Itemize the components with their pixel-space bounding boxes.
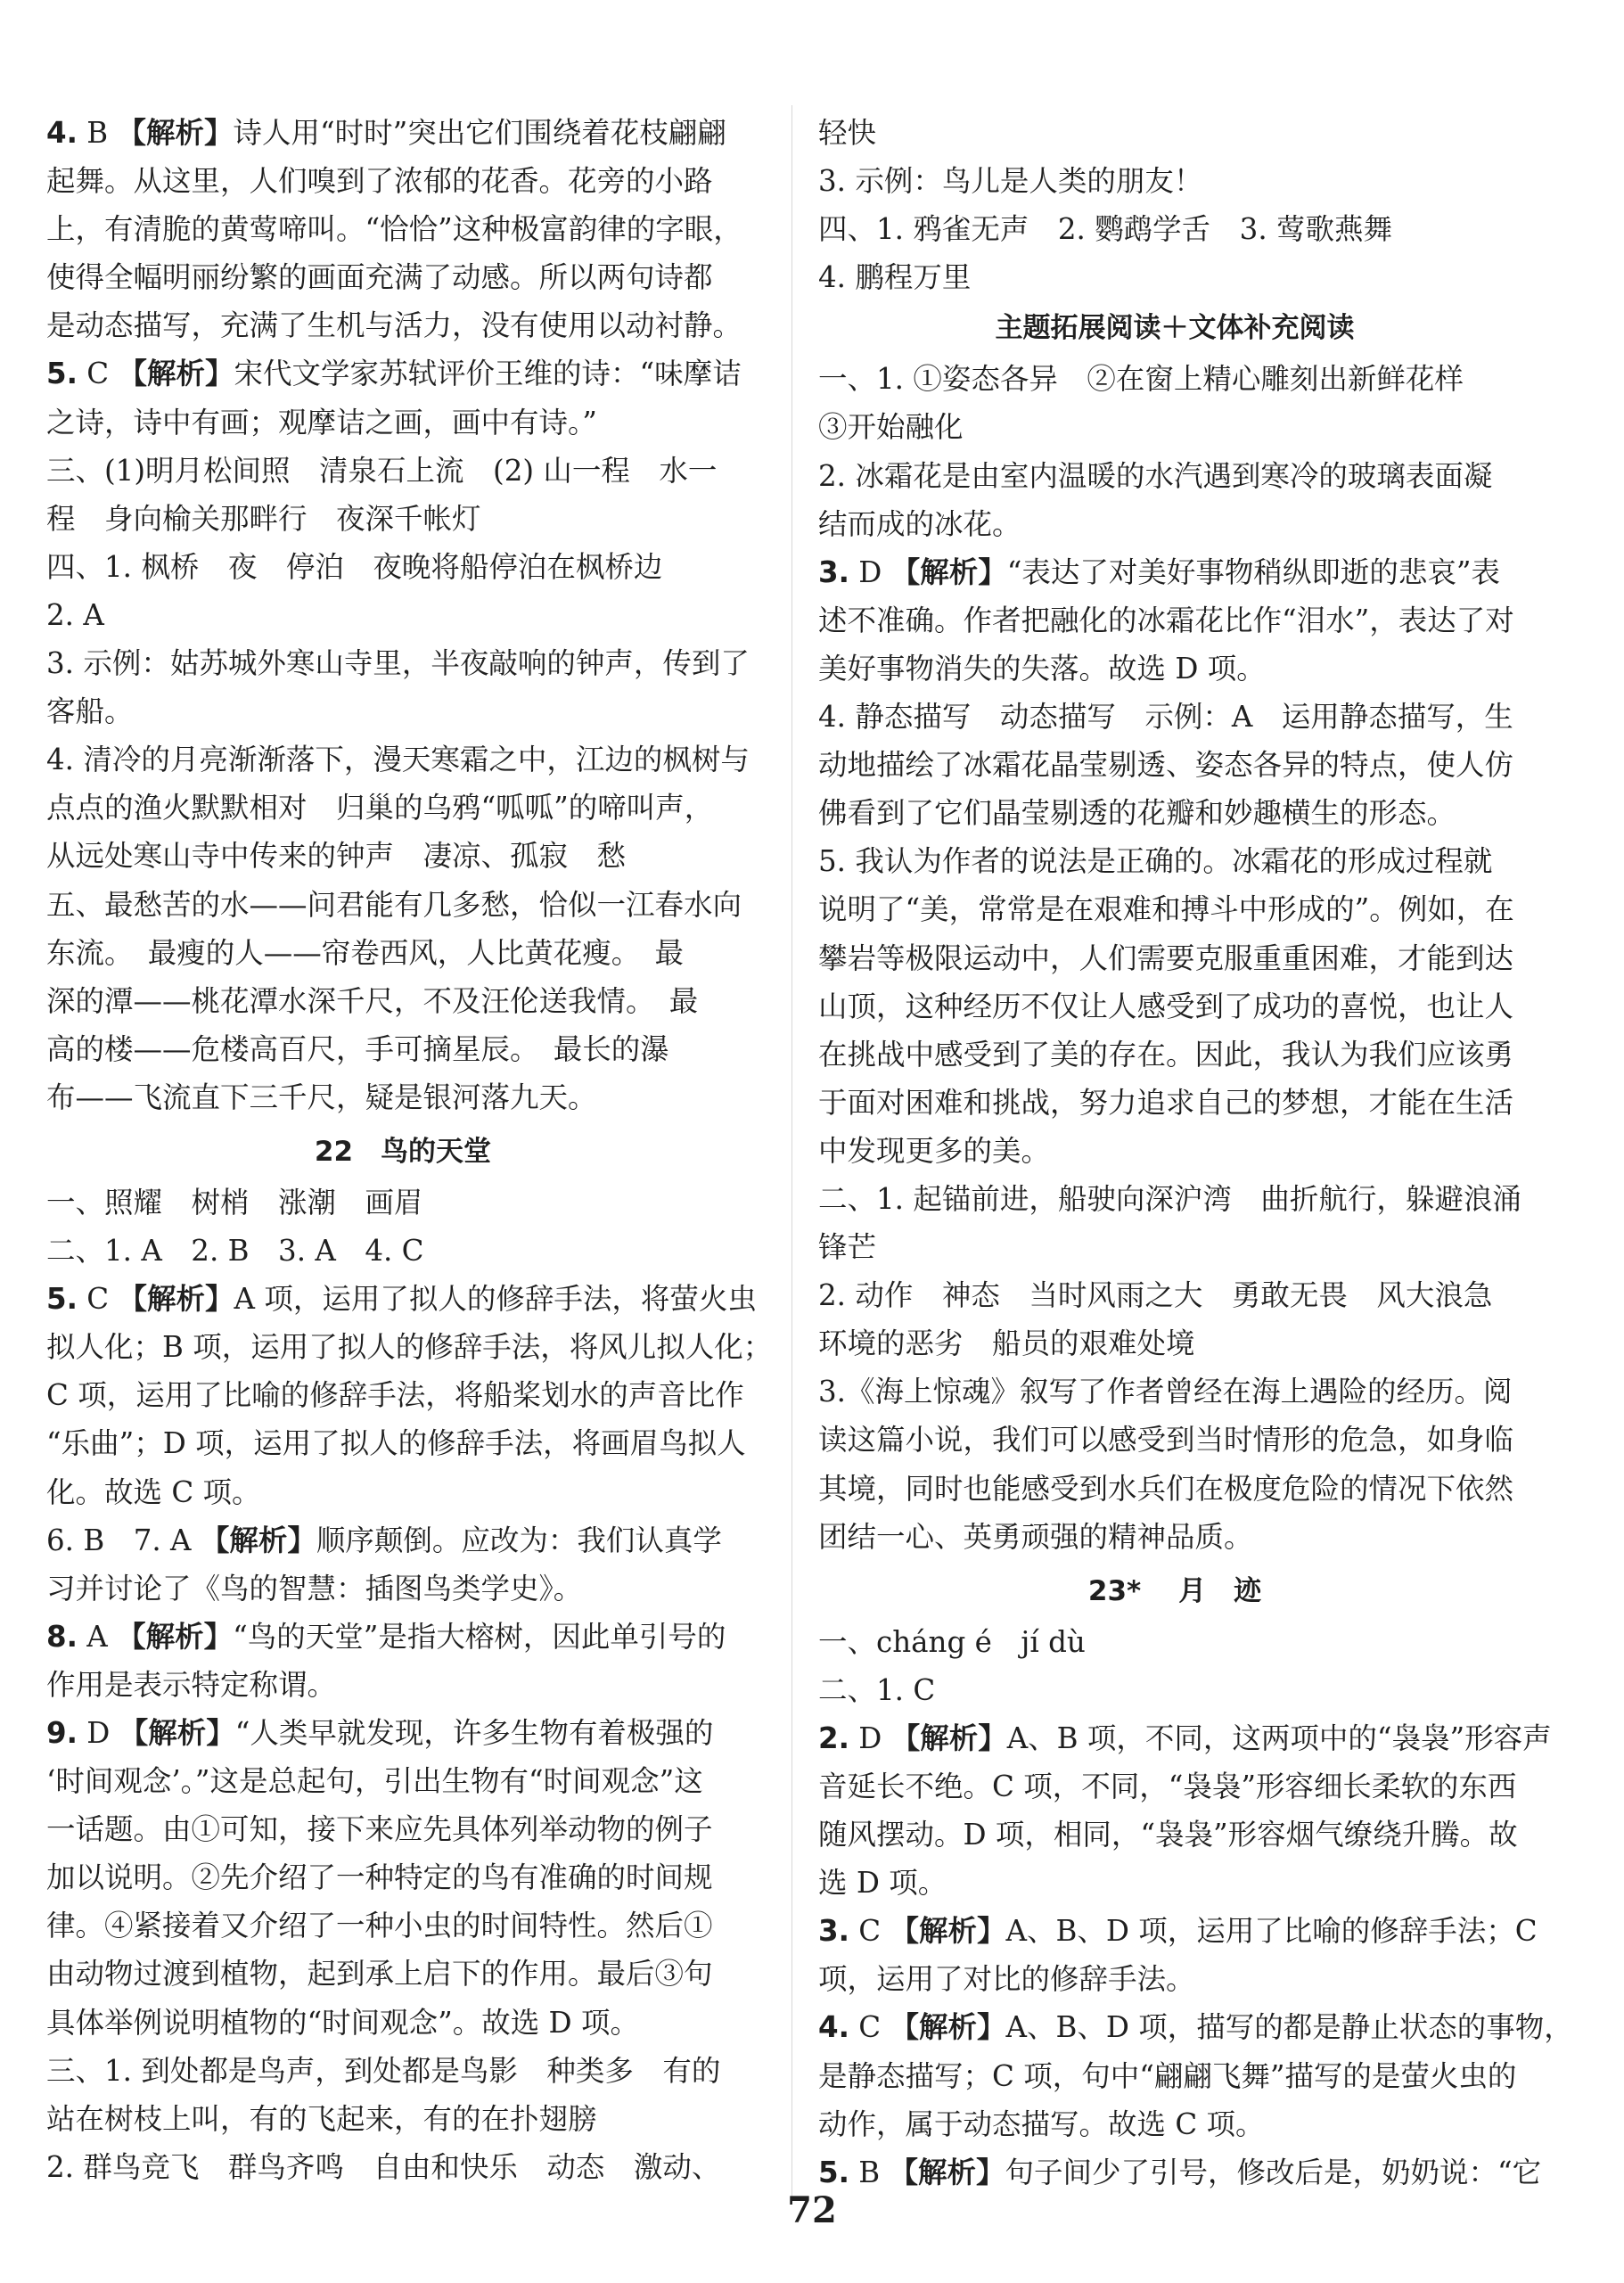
answer-line: 于面对困难和挑战，努力追求自己的梦想，才能在生活	[818, 1085, 1514, 1120]
answer-line: 程 身向榆关那畔行 夜深千帐灯	[46, 501, 481, 536]
answer-line: ‘时间观念’。”这是总起句，引出生物有“时间观念”这	[46, 1764, 703, 1799]
analysis-tag: 【解析】	[117, 1619, 234, 1654]
answer-line: ③开始融化	[818, 410, 964, 445]
answer-line: 三、1. 到处都是鸟声，到处都是鸟影 种类多 有的	[46, 2053, 721, 2088]
answer-line: 锋芒	[818, 1230, 877, 1265]
answer-line: 站在树枝上叫，有的飞起来，有的在扑翅膀	[46, 2101, 597, 2136]
answer-line: 加以说明。②先介绍了一种特定的鸟有准确的时间规	[46, 1860, 713, 1895]
answer-line: 2. 冰霜花是由室内温暖的水汽遇到寒冷的玻璃表面凝	[818, 458, 1493, 493]
answer-line: 一、1. ①姿态各异 ②在窗上精心雕刻出新鲜花样	[818, 362, 1464, 397]
answer-line: 4. 静态描写 动态描写 示例：A 运用静态描写，生	[818, 700, 1513, 735]
answer-line: 2. D 【解析】A、B 项，不同，这两项中的“袅袅”形容声	[818, 1720, 1552, 1755]
answer-line: 述不准确。作者把融化的冰霜花比作“泪水”，表达了对	[818, 603, 1514, 637]
answer-line: 客船。	[46, 694, 134, 729]
answer-line: 4. C 【解析】A、B、D 项，描写的都是静止状态的事物，	[818, 2010, 1573, 2045]
answer-line: 是静态描写；C 项，句中“翩翩飞舞”描写的是萤火虫的	[818, 2058, 1517, 2093]
column-divider	[791, 105, 792, 2200]
analysis-tag: 【解析】	[200, 1523, 316, 1557]
analysis-tag: 【解析】	[117, 116, 234, 150]
answer-line: 一话题。由①可知，接下来应先具体列举动物的例子	[46, 1812, 713, 1847]
answer-line: 是动态描写，充满了生机与活力，没有使用以动衬静。	[46, 308, 742, 343]
answer-line: 三、(1)明月松间照 清泉石上流 (2) 山一程 水一	[46, 453, 718, 488]
left-column	[46, 109, 773, 2191]
answer-line: 二、1. C	[818, 1672, 936, 1707]
answer-line: 山顶，这种经历不仅让人感受到了成功的喜悦，也让人	[818, 989, 1514, 1023]
answer-line: “乐曲”；D 项，运用了拟人的修辞手法，将画眉鸟拟人	[46, 1426, 746, 1461]
answer-line: 3. C 【解析】A、B、D 项，运用了比喻的修辞手法；C	[818, 1914, 1538, 1949]
extension-reading-title: 主题拓展阅读＋文体补充阅读	[995, 312, 1355, 345]
answer-line: 2. 群鸟竞飞 群鸟齐鸣 自由和快乐 动态 激动、	[46, 2149, 721, 2184]
answer-line: 从远处寒山寺中传来的钟声 凄凉、孤寂 愁	[46, 839, 627, 874]
answer-line: 四、1. 枫桥 夜 停泊 夜晚将船停泊在枫桥边	[46, 549, 663, 584]
answer-line: 3. 示例：姑苏城外寒山寺里，半夜敲响的钟声，传到了	[46, 646, 750, 681]
answer-line: 五、最愁苦的水——问君能有几多愁，恰似一江春水向	[46, 887, 742, 922]
answer-line: 动地描绘了冰霜花晶莹剔透、姿态各异的特点，使人仿	[818, 748, 1514, 783]
answer-line: 习并讨论了《鸟的智慧：插图鸟类学史》。	[46, 1571, 583, 1605]
analysis-tag: 【解析】	[119, 1716, 235, 1750]
answer-line: 3. D 【解析】“表达了对美好事物稍纵即逝的悲哀”表	[818, 554, 1500, 589]
answer-line: 具体举例说明植物的“时间观念”。故选 D 项。	[46, 2005, 639, 2040]
answer-line: 读这篇小说，我们可以感受到当时情形的危急，如身临	[818, 1423, 1514, 1458]
answer-line: 团结一心、英勇顽强的精神品质。	[818, 1519, 1253, 1554]
answer-line: 中发现更多的美。	[818, 1133, 1051, 1168]
answer-line: 3. 示例：鸟儿是人类的朋友！	[818, 164, 1203, 199]
analysis-tag: 【解析】	[890, 2010, 1006, 2045]
answer-line: 选 D 项。	[818, 1866, 947, 1901]
answer-line: 布——飞流直下三千尺，疑是银河落九天。	[46, 1080, 597, 1114]
answer-line: 在挑战中感受到了美的存在。因此，我认为我们应该勇	[818, 1037, 1514, 1072]
answer-line: 轻快	[818, 116, 877, 150]
answer-line: 攀岩等极限运动中，人们需要克服重重困难，才能到达	[818, 940, 1514, 975]
answer-line: C 项，运用了比喻的修辞手法，将船桨划水的声音比作	[46, 1378, 744, 1413]
answer-line: 二、1. A 2. B 3. A 4. C	[46, 1234, 424, 1269]
answer-line: 四、1. 鸦雀无声 2. 鹦鹉学舌 3. 莺歌燕舞	[818, 212, 1393, 247]
page-number: 72	[787, 2189, 837, 2231]
answer-line: 深的潭——桃花潭水深千尺，不及汪伦送我情。 最	[46, 983, 699, 1018]
answer-line: 东流。 最瘦的人——帘卷西风，人比黄花瘦。 最	[46, 935, 685, 970]
answer-line: 随风摆动。D 项，相同，“袅袅”形容烟气缭绕升腾。故	[818, 1818, 1518, 1852]
answer-line: 2. 动作 神态 当时风雨之大 勇敢无畏 风大浪急	[818, 1278, 1493, 1313]
analysis-tag: 【解析】	[118, 1282, 234, 1317]
analysis-tag: 【解析】	[889, 2155, 1005, 2189]
analysis-tag: 【解析】	[890, 1720, 1007, 1755]
answer-line: 4. 清冷的月亮渐渐落下，漫天寒霜之中，江边的枫树与	[46, 743, 750, 777]
answer-line: 动作，属于动态描写。故选 C 项。	[818, 2106, 1265, 2141]
answer-line: 2. A	[46, 597, 104, 632]
answer-line: 9. D 【解析】“人类早就发现，许多生物有着极强的	[46, 1716, 714, 1750]
answer-line: 一、cháng é jí dù	[818, 1624, 1086, 1659]
answer-line: 音延长不绝。C 项，不同，“袅袅”形容细长柔软的东西	[818, 1770, 1517, 1803]
answer-line: 之诗，诗中有画；观摩诘之画，画中有诗。”	[46, 405, 597, 439]
analysis-tag: 【解析】	[890, 554, 1007, 589]
answer-line: 4. B 【解析】诗人用“时时”突出它们围绕着花枝翩翩	[46, 116, 726, 150]
answer-line: 高的楼——危楼高百尺，手可摘星辰。 最长的瀑	[46, 1031, 669, 1066]
answer-line: 6. B 7. A 【解析】顺序颠倒。应改为：我们认真学	[46, 1523, 722, 1557]
answer-line: 其境，同时也能感受到水兵们在极度危险的情况下依然	[818, 1471, 1514, 1506]
answer-line: 一、照耀 树梢 涨潮 画眉	[46, 1185, 423, 1220]
answer-line: 起舞。从这里，人们嗅到了浓郁的花香。花旁的小路	[46, 164, 713, 199]
answer-line: 环境的恶劣 船员的艰难处境	[818, 1326, 1195, 1361]
analysis-tag: 【解析】	[890, 1914, 1006, 1949]
lesson-22-title: 22 鸟的天堂	[314, 1135, 492, 1168]
answer-line: 说明了“美，常常是在艰难和搏斗中形成的”。例如，在	[818, 892, 1514, 927]
answer-line: 5. B 【解析】句子间少了引号，修改后是，奶奶说：“它	[818, 2155, 1542, 2189]
answer-line: 由动物过渡到植物，起到承上启下的作用。最后③句	[46, 1957, 713, 1991]
answer-line: 佛看到了它们晶莹剔透的花瓣和妙趣横生的形态。	[818, 796, 1456, 831]
answer-line: 律。④紧接着又介绍了一种小虫的时间特性。然后①	[46, 1909, 713, 1943]
answer-line: 上，有清脆的黄莺啼叫。“恰恰”这种极富韵律的字眼，	[46, 212, 742, 247]
answer-line: 5. 我认为作者的说法是正确的。冰霜花的形成过程就	[818, 844, 1493, 879]
answer-line: 5. C 【解析】宋代文学家苏轼评价王维的诗：“味摩诘	[46, 357, 742, 391]
answer-line: 美好事物消失的失落。故选 D 项。	[818, 651, 1266, 686]
answer-line: 4. 鹏程万里	[818, 260, 972, 295]
answer-line: 使得全幅明丽纷繁的画面充满了动感。所以两句诗都	[46, 260, 713, 295]
answer-line: 点点的渔火默默相对 归巢的乌鸦“呱呱”的啼叫声，	[46, 791, 714, 825]
answer-line: 项，运用了对比的修辞手法。	[818, 1962, 1195, 1997]
answer-line: 作用是表示特定称谓。	[46, 1667, 337, 1702]
answer-line: 拟人化；B 项，运用了拟人的修辞手法，将风儿拟人化；	[46, 1330, 773, 1365]
answer-line: 二、1. 起锚前进，船驶向深沪湾 曲折航行，躲避浪涌	[818, 1181, 1521, 1216]
answer-line: 3.《海上惊魂》叙写了作者曾经在海上遇险的经历。阅	[818, 1375, 1513, 1409]
answer-line: 5. C 【解析】A 项，运用了拟人的修辞手法，将萤火虫	[46, 1282, 757, 1317]
lesson-23-title: 23* 月 迹	[1087, 1574, 1262, 1607]
analysis-tag: 【解析】	[118, 357, 234, 391]
right-column	[818, 109, 1573, 2197]
answer-line: 化。故选 C 项。	[46, 1474, 261, 1509]
answer-line: 结而成的冰花。	[818, 506, 1021, 541]
answer-line: 8. A 【解析】“鸟的天堂”是指大榕树，因此单引号的	[46, 1619, 726, 1654]
